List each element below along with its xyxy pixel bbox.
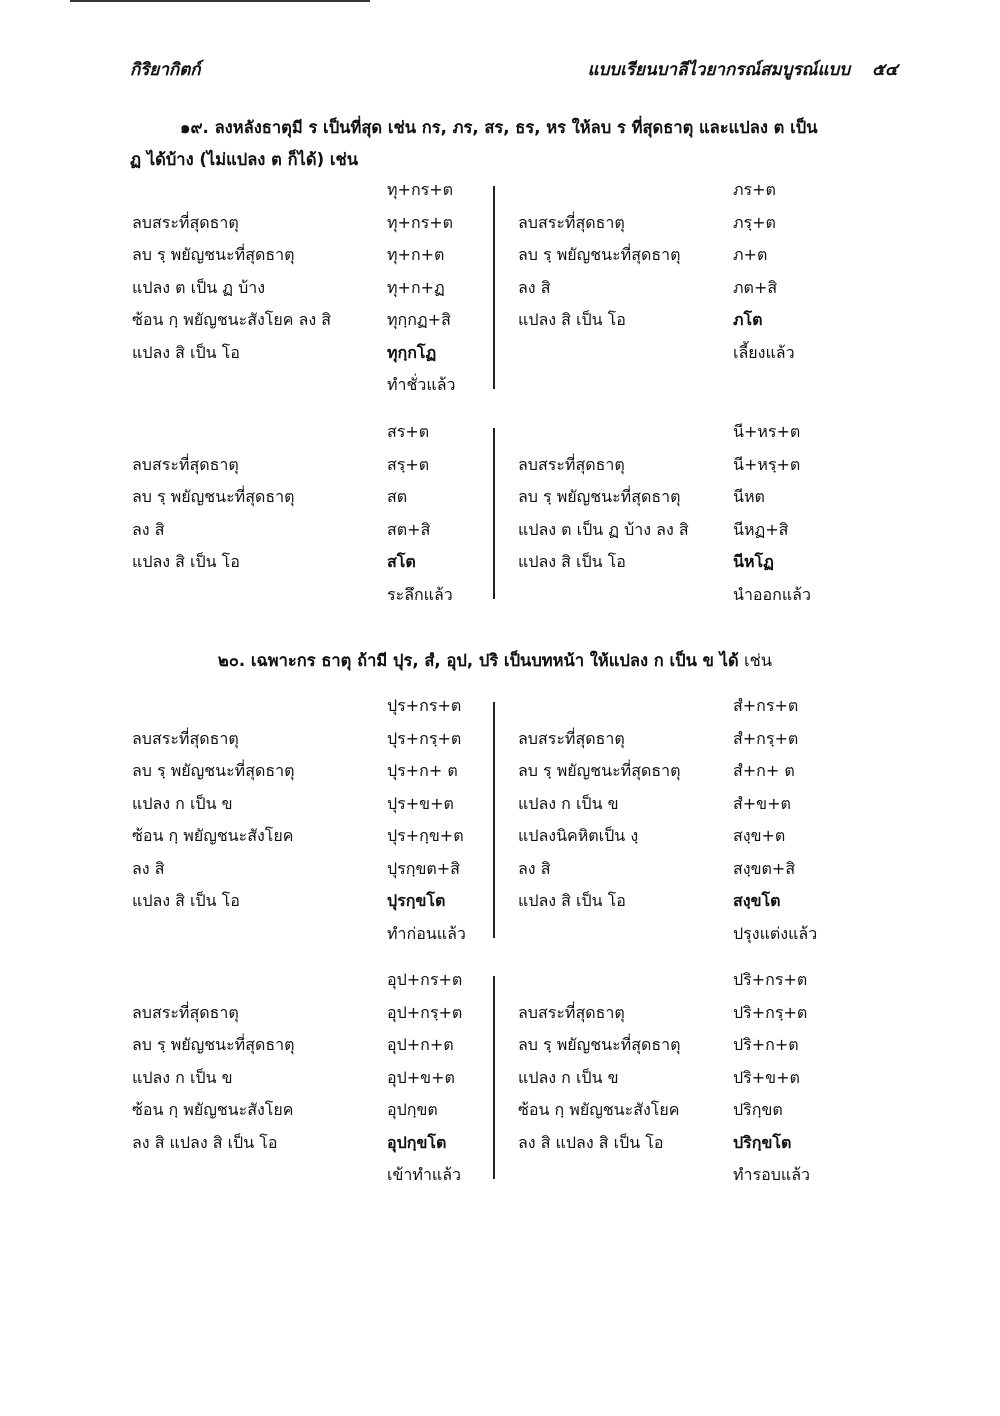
derivation-form: ภต+สิ	[733, 277, 778, 297]
derivation-step: ซ้อน กฺ พยัญชนะสังโยค ลง สิ	[132, 310, 332, 329]
derivation-form: อุปกฺขต	[387, 1100, 438, 1119]
page-number: ๕๔	[872, 60, 898, 80]
derivation-form: อุป+ก+ต	[387, 1035, 454, 1054]
column-divider	[493, 428, 495, 599]
rule-19-line-2: ฏ ได้บ้าง (ไม่แปลง ต ก็ได้) เช่น	[130, 150, 358, 169]
derivation-step: แปลง สิ เป็น โอ	[132, 552, 240, 571]
derivation-form: นีหฏ+สิ	[733, 519, 789, 539]
derivation-step: ลบ รฺ พยัญชนะที่สุดธาตุ	[132, 487, 295, 506]
rule-19-text	[130, 112, 860, 176]
derivation-form: นี+หรฺ+ต	[733, 454, 801, 474]
derivation-form: ทำก่อนแล้ว	[387, 923, 466, 943]
derivation-form: ปุร+ก+ ต	[387, 761, 458, 780]
derivation-step: แปลง ต เป็น ฏ บ้าง	[132, 277, 266, 297]
derivation-form: ทำรอบแล้ว	[733, 1165, 810, 1184]
derivation-form: เข้าทำแล้ว	[387, 1165, 462, 1184]
derivation-step: ซ้อน กฺ พยัญชนะสังโยค	[518, 1100, 680, 1119]
derivation-form: สํ+กร+ต	[733, 696, 799, 715]
derivation-step: แปลง ก เป็น ข	[132, 1067, 233, 1087]
derivation-form: สงฺข+ต	[733, 826, 786, 845]
header-right-title: แบบเรียนบาลีไวยากรณ์สมบูรณ์แบบ	[587, 60, 850, 80]
column-divider	[493, 186, 495, 389]
column-divider	[493, 702, 495, 938]
rule-20-heading-bold: ๒๐. เฉพาะกร ธาตุ ถ้ามี ปุร, สํ, อุป, ปริ เป็นบทหน้า ให้แปลง ก เป็น ข ได้	[217, 651, 739, 670]
derivation-form: นำออกแล้ว	[733, 584, 811, 604]
derived-word: ปุรกฺขโต	[387, 891, 446, 910]
derivation-step: ลง สิ	[132, 858, 165, 878]
derivation-form: ภ+ต	[733, 245, 768, 264]
derivation-form: ปริ+ก+ต	[733, 1035, 799, 1054]
derivation-step: ลบ รฺ พยัญชนะที่สุดธาตุ	[132, 245, 295, 264]
derivation-step: ลบ รฺ พยัญชนะที่สุดธาตุ	[518, 1035, 681, 1054]
header-left-title: กิริยากิตก์	[130, 60, 201, 80]
derivation-form: ทุ+กร+ต	[387, 212, 454, 232]
derivation-step: แปลง สิ เป็น โอ	[518, 552, 626, 571]
derivation-step: ลบสระที่สุดธาตุ	[132, 454, 239, 474]
rule-20-heading-suffix: เช่น	[738, 651, 773, 670]
derivation-step: ลบสระที่สุดธาตุ	[518, 212, 625, 232]
column-divider	[493, 976, 495, 1179]
derivation-step: ลบสระที่สุดธาตุ	[132, 1002, 239, 1022]
derivation-step: ลบสระที่สุดธาตุ	[132, 212, 239, 232]
derivation-step: ลบสระที่สุดธาตุ	[518, 1002, 625, 1022]
derivation-step: ลบ รฺ พยัญชนะที่สุดธาตุ	[518, 487, 681, 506]
derivation-step: ลง สิ	[132, 519, 165, 539]
derivation-step: แปลง สิ เป็น โอ	[518, 310, 626, 329]
derivation-form: ภรฺ+ต	[733, 212, 776, 232]
derivation-block	[0, 970, 1000, 1208]
derivation-step: แปลง ต เป็น ฏ บ้าง ลง สิ	[518, 519, 689, 539]
derivation-form: นี+หร+ต	[733, 422, 801, 441]
derivation-form: สต	[387, 487, 408, 506]
derivation-step: ลง สิ แปลง สิ เป็น โอ	[518, 1132, 664, 1152]
derivation-form: ทุ+ก+ฏ	[387, 277, 445, 297]
derivation-step: ลบ รฺ พยัญชนะที่สุดธาตุ	[518, 761, 681, 780]
derivation-form: ภร+ต	[733, 180, 776, 199]
derivation-block	[0, 180, 1000, 418]
derivation-form: เลี้ยงแล้ว	[733, 342, 795, 362]
derived-word: สงฺขโต	[733, 891, 781, 910]
derived-word: ปริกฺขโต	[733, 1132, 792, 1152]
derivation-form: ปรุงแต่งแล้ว	[733, 923, 818, 943]
derivation-block	[0, 422, 1000, 627]
derivation-step: ลบสระที่สุดธาตุ	[518, 454, 625, 474]
derivation-form: ปริ+กร+ต	[733, 970, 808, 989]
derivation-step: แปลง สิ เป็น โอ	[518, 891, 626, 910]
derivation-form: ปุร+กฺข+ต	[387, 826, 464, 845]
derivation-form: ปริ+ข+ต	[733, 1067, 800, 1087]
derivation-form: ปุร+กรฺ+ต	[387, 728, 462, 748]
derivation-step: ลบสระที่สุดธาตุ	[132, 728, 239, 748]
derivation-form: สต+สิ	[387, 519, 431, 539]
derivation-step: ลบ รฺ พยัญชนะที่สุดธาตุ	[132, 761, 295, 780]
derivation-form: ระลึกแล้ว	[387, 584, 453, 604]
derived-word: สโต	[387, 552, 416, 571]
derivation-form: อุป+กร+ต	[387, 970, 463, 989]
derivation-form: ปริ+กรฺ+ต	[733, 1002, 808, 1022]
derivation-step: ลบ รฺ พยัญชนะที่สุดธาตุ	[132, 1035, 295, 1054]
derivation-form: สํ+ข+ต	[733, 793, 791, 813]
derivation-step: ลง สิ	[518, 277, 551, 297]
derivation-step: แปลง ก เป็น ข	[132, 793, 233, 813]
derivation-step: แปลง สิ เป็น โอ	[132, 891, 240, 910]
derivation-form: อุป+กรฺ+ต	[387, 1002, 463, 1022]
rule-19-line-1: ๑๙. ลงหลังธาตุมี ร เป็นที่สุด เช่น กร, ภร, สร, ธร, หร ให้ลบ ร ที่สุดธาตุ และแปลง ต เป็น	[180, 118, 818, 137]
derivation-form: ปุรกฺขต+สิ	[387, 858, 460, 878]
derivation-step: แปลง สิ เป็น โอ	[132, 342, 240, 362]
derivation-form: สรฺ+ต	[387, 454, 430, 474]
rule-20-heading	[130, 648, 860, 674]
derivation-step: ซ้อน กฺ พยัญชนะสังโยค	[132, 1100, 294, 1119]
derivation-form: ปุร+ข+ต	[387, 793, 454, 813]
derivation-step: แปลง ก เป็น ข	[518, 1067, 619, 1087]
derivation-form: สร+ต	[387, 422, 430, 441]
derivation-step: ลง สิ แปลง สิ เป็น โอ	[132, 1132, 278, 1152]
derived-word: ทุกฺกโฏ	[387, 342, 437, 362]
derivation-step: ลบสระที่สุดธาตุ	[518, 728, 625, 748]
derivation-step: ลง สิ	[518, 858, 551, 878]
derivation-form: ปริกฺขต	[733, 1100, 783, 1119]
derived-word: อุปกฺขโต	[387, 1132, 447, 1152]
derivation-form: อุป+ข+ต	[387, 1067, 455, 1087]
derivation-form: สํ+กรฺ+ต	[733, 728, 799, 748]
derivation-form: นีหต	[733, 487, 765, 506]
derivation-step: ซ้อน กฺ พยัญชนะสังโยค	[132, 826, 294, 845]
derivation-form: ทุกฺกฏ+สิ	[387, 310, 451, 329]
top-rule	[70, 0, 370, 2]
derivation-form: ทุ+กร+ต	[387, 180, 454, 199]
derivation-step: ลบ รฺ พยัญชนะที่สุดธาตุ	[518, 245, 681, 264]
derivation-form: สงฺขต+สิ	[733, 858, 796, 878]
derived-word: ภโต	[733, 310, 763, 329]
derivation-form: ปุร+กร+ต	[387, 696, 462, 715]
derivation-form: ทุ+ก+ต	[387, 245, 445, 264]
derivation-form: สํ+ก+ ต	[733, 761, 795, 780]
derivation-step: แปลงนิคหิตเป็น งฺ	[518, 826, 639, 845]
derived-word: นีหโฏ	[733, 552, 774, 571]
derivation-form: ทำชั่วแล้ว	[387, 375, 456, 394]
derivation-step: แปลง ก เป็น ข	[518, 793, 619, 813]
derivation-block	[0, 696, 1000, 966]
